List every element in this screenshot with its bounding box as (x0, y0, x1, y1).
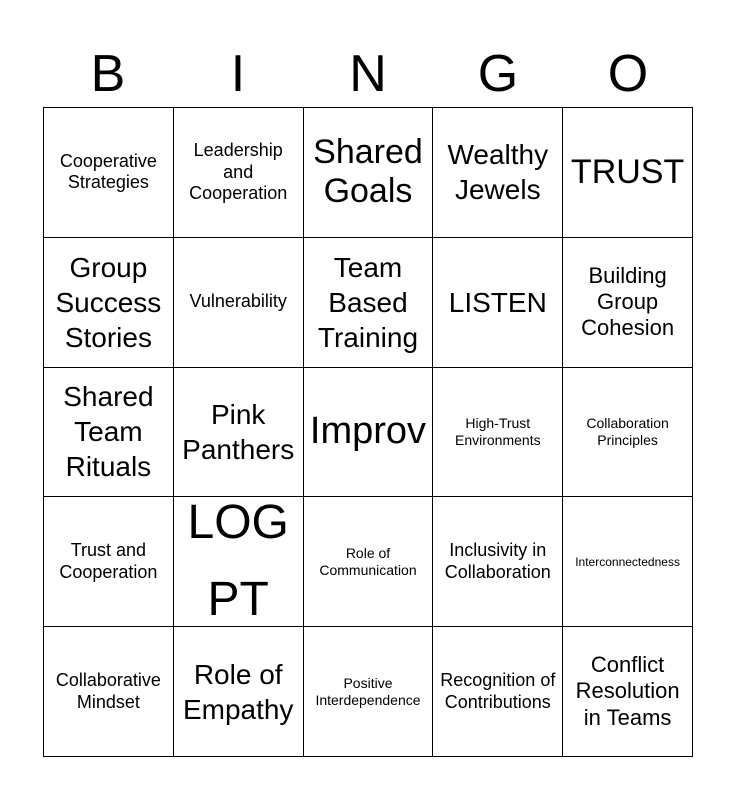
bingo-cell[interactable]: Leadership and Cooperation (174, 108, 304, 238)
bingo-cell[interactable]: Collaborative Mindset (44, 627, 174, 757)
bingo-cell[interactable]: Cooperative Strategies (44, 108, 174, 238)
bingo-cell[interactable]: Building Group Cohesion (563, 238, 693, 368)
bingo-cell[interactable]: Vulnerability (174, 238, 304, 368)
bingo-cell[interactable]: LOG PT (174, 497, 304, 627)
header-letter-o: O (607, 45, 649, 103)
bingo-cell[interactable]: Recognition of Contributions (433, 627, 563, 757)
header-letter-n: N (349, 45, 387, 103)
bingo-cell[interactable]: Pink Panthers (174, 368, 304, 498)
bingo-cell[interactable]: Shared Team Rituals (44, 368, 174, 498)
bingo-cell[interactable]: High-Trust Environments (433, 368, 563, 498)
bingo-cell[interactable]: Collaboration Principles (563, 368, 693, 498)
bingo-cell[interactable]: Wealthy Jewels (433, 108, 563, 238)
bingo-cell[interactable]: Improv (304, 368, 434, 498)
bingo-header (43, 40, 693, 108)
bingo-card-grid (43, 107, 693, 757)
header-letter-b: B (90, 45, 126, 103)
bingo-cell[interactable]: Shared Goals (304, 108, 434, 238)
header-letter-i: I (230, 45, 246, 103)
bingo-cell[interactable]: Conflict Resolution in Teams (563, 627, 693, 757)
header-letter-g: G (477, 45, 519, 103)
bingo-cell[interactable]: Trust and Cooperation (44, 497, 174, 627)
bingo-cell[interactable]: Role of Empathy (174, 627, 304, 757)
bingo-cell[interactable]: TRUST (563, 108, 693, 238)
bingo-cell[interactable]: LISTEN (433, 238, 563, 368)
bingo-cell[interactable]: Inclusivity in Collaboration (433, 497, 563, 627)
bingo-cell[interactable]: Role of Communication (304, 497, 434, 627)
bingo-cell[interactable]: Interconnectedness (563, 497, 693, 627)
bingo-cell[interactable]: Group Success Stories (44, 238, 174, 368)
bingo-cell[interactable]: Team Based Training (304, 238, 434, 368)
bingo-cell[interactable]: Positive Interdependence (304, 627, 434, 757)
